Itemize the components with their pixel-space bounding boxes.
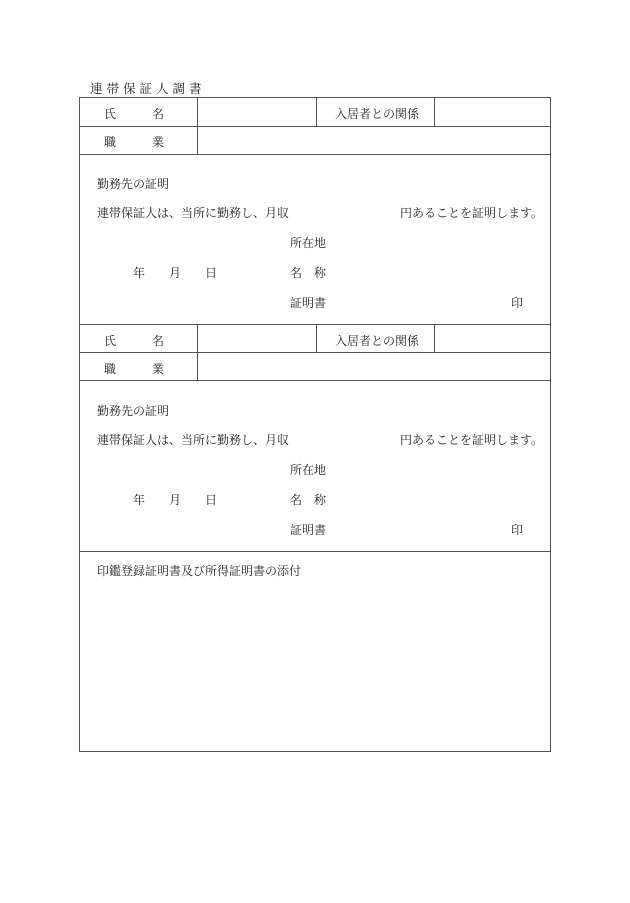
attachment-note: 印鑑登録証明書及び所得証明書の添付 bbox=[97, 564, 302, 578]
employer-cert-heading: 勤務先の証明 bbox=[97, 404, 170, 418]
address-label: 所在地 bbox=[290, 236, 327, 250]
occupation-label: 職 業 bbox=[104, 135, 165, 149]
name-field[interactable] bbox=[201, 325, 313, 352]
address-label: 所在地 bbox=[290, 463, 327, 477]
relation-label: 入居者との関係 bbox=[335, 334, 420, 348]
name-label: 氏 名 bbox=[104, 334, 165, 348]
row-divider bbox=[80, 154, 550, 155]
occupation-field[interactable] bbox=[201, 353, 546, 380]
cert-statement-right: 円あることを証明します。 bbox=[400, 206, 544, 220]
relation-field[interactable] bbox=[438, 98, 548, 126]
date-label: 年 月 日 bbox=[133, 266, 218, 280]
relation-field[interactable] bbox=[438, 325, 548, 352]
row-divider bbox=[80, 380, 550, 381]
row-divider bbox=[80, 551, 550, 552]
cert-statement-left: 連帯保証人は、当所に勤務し、月収 bbox=[97, 206, 290, 220]
cert-statement-right: 円あることを証明します。 bbox=[400, 433, 544, 447]
date-label: 年 月 日 bbox=[133, 493, 218, 507]
column-divider bbox=[434, 98, 435, 126]
column-divider bbox=[197, 98, 198, 154]
employer-cert-heading: 勤務先の証明 bbox=[97, 177, 170, 191]
column-divider bbox=[434, 324, 435, 352]
org-name-label: 名 称 bbox=[290, 493, 327, 507]
column-divider bbox=[197, 324, 198, 380]
occupation-field[interactable] bbox=[201, 127, 546, 154]
guarantor-form-table bbox=[79, 97, 551, 752]
name-field[interactable] bbox=[201, 98, 313, 126]
form-title: 連帯保証人調書 bbox=[90, 81, 206, 96]
relation-label: 入居者との関係 bbox=[335, 107, 420, 121]
occupation-label: 職 業 bbox=[104, 362, 165, 376]
seal-label: 印 bbox=[511, 296, 524, 310]
seal-label: 印 bbox=[511, 523, 524, 537]
certifier-label: 証明書 bbox=[290, 296, 327, 310]
cert-statement-left: 連帯保証人は、当所に勤務し、月収 bbox=[97, 433, 290, 447]
certifier-label: 証明書 bbox=[290, 523, 327, 537]
name-label: 氏 名 bbox=[104, 107, 165, 121]
column-divider bbox=[316, 324, 317, 352]
column-divider bbox=[316, 98, 317, 126]
org-name-label: 名 称 bbox=[290, 266, 327, 280]
